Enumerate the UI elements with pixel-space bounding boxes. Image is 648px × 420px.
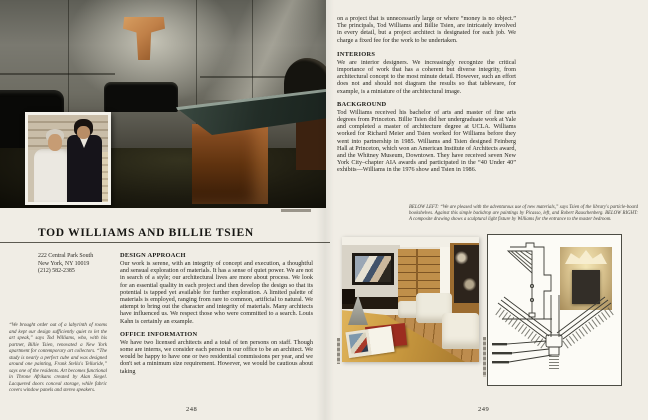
page-gutter bbox=[316, 0, 334, 420]
address-line: 222 Central Park South bbox=[38, 253, 94, 259]
office-information-section bbox=[120, 331, 313, 375]
section-body: Tod Williams received his bachelor of arts and master of fine arts degrees from Princeton. Billie Tsien did her undergraduate work at Yale and completed a master of architecture degree at UCLA. Williams worked for Richard Meier and Tsien worked for Williams before they went into partnership in 1985. Williams and Tsien designed Feinberg Hall at Princeton, which won an American Institute of Architects award, and the Whitney Museum, Downtown. They have received seven New York City–chapter AIA awards and participated in the “40 Under 40” exhibits—Williams in the 1976 show and Tsien in 1986. bbox=[337, 108, 516, 174]
right-text-column bbox=[337, 15, 516, 174]
section-heading: INTERIORS bbox=[337, 50, 376, 58]
left-text-column bbox=[120, 252, 313, 375]
section-heading: DESIGN APPROACH bbox=[120, 252, 186, 259]
copper-table-base bbox=[192, 124, 268, 204]
background-section bbox=[337, 101, 516, 174]
white-armchair bbox=[442, 313, 479, 349]
black-leather-sofa bbox=[104, 82, 178, 112]
library-living-room-photo bbox=[342, 237, 479, 362]
page-number-right: 249 bbox=[478, 406, 490, 413]
portrait-photo bbox=[25, 112, 111, 205]
section-body: We are interior designers. We increasingly recognize the critical importance of work that has a coherent but diverse integrity, from architectural concept to the most minute detail. However, such an effort does not and should not diagram the results so that tableware, for example, is a miniature of the architectural image. bbox=[337, 58, 516, 95]
section-body: Our work is serene, with an integrity of concept and execution, a thoughtful and sensual exploration of materials. It has a sense of quiet power. We are not in search of a style; our architectural lives are more about process. We look for an essential quality in each project and then develop the design so that its potential is tapped yet available for further exploration. A limited palette of materials is employed, ranging from rare to common, artificial to natural. We attempt to bring out the character and integrity of materials. Many architects have influenced us. We respect those who were committed to a search. Louis Kahn is certainly an example. bbox=[120, 260, 313, 325]
dark-bench bbox=[342, 289, 355, 304]
picasso-painting bbox=[352, 253, 394, 285]
design-approach-section bbox=[120, 252, 313, 325]
page-title: TOD WILLIAMS AND BILLIE TSIEN bbox=[38, 226, 254, 239]
composite-drawing-panel bbox=[487, 234, 622, 386]
scalloped-light-shade bbox=[565, 250, 607, 264]
left-photo-caption: “We brought order out of a labyrinth of rooms and kept our design sufficiently quiet to let the art speak,” says Tod Williams, who, with his partner, Billie Tsien, renovated a New York apartment for contemporary art collectors. “The study is nearly a perfect cube and was designed around one painting, Frank Stella's Telluride,” says one of the residents. Art becomes functional in Throne Afrikans created by Alan Siegel. Lacquered doors conceal storage, while fabric covers window panels and stereo speakers. bbox=[9, 323, 107, 393]
photo-credit bbox=[281, 209, 311, 212]
address-block bbox=[38, 253, 118, 276]
heading-rule bbox=[0, 242, 330, 243]
billie-tsien-face bbox=[77, 126, 90, 139]
address-line: New York, NY 10019 bbox=[38, 260, 90, 267]
office-interior-photo bbox=[0, 0, 326, 208]
interiors-section bbox=[337, 51, 516, 95]
wall-panel-reveal bbox=[0, 73, 115, 75]
continuation-paragraph: on a project that is unnecessarily large or where “money is no object.” The principals, Tod Williams and Billie Tsien, are intricately involved in every detail, but a project architect is designated for each job. We charge a fixed fee for the work to be undertaken. bbox=[337, 15, 516, 44]
corner-detail-axonometric-drawing bbox=[490, 293, 619, 381]
vertical-photo-credit bbox=[337, 338, 340, 364]
section-heading: BACKGROUND bbox=[337, 100, 387, 108]
phone-number: (212) 582-2385 bbox=[38, 268, 75, 275]
page-number-left: 248 bbox=[186, 406, 198, 413]
right-photo-caption: BELOW LEFT: “We are pleased with the adventurous use of new materials,” says Tsien of the library's particle-board bookshelves. Against this simple backdrop are paintings by Picasso, left, and Robert Rauschenberg. BELOW RIGHT: A composite drawing shows a sculptural light fixture by Williams for the entrance to the master bedroom. bbox=[409, 205, 638, 222]
section-heading: OFFICE INFORMATION bbox=[120, 330, 198, 338]
rauschenberg-painting bbox=[454, 245, 479, 303]
vertical-drawing-credit bbox=[483, 337, 486, 377]
section-body: We have two licensed architects and a total of ten persons on staff. Though some are interns, we consider each person in our office to be an architect. We would be happy to have one or two residential commissions per year, and we don't set a minimum size requirement. However, we would be cautious about taking bbox=[120, 338, 313, 375]
tod-williams-face bbox=[48, 134, 62, 151]
